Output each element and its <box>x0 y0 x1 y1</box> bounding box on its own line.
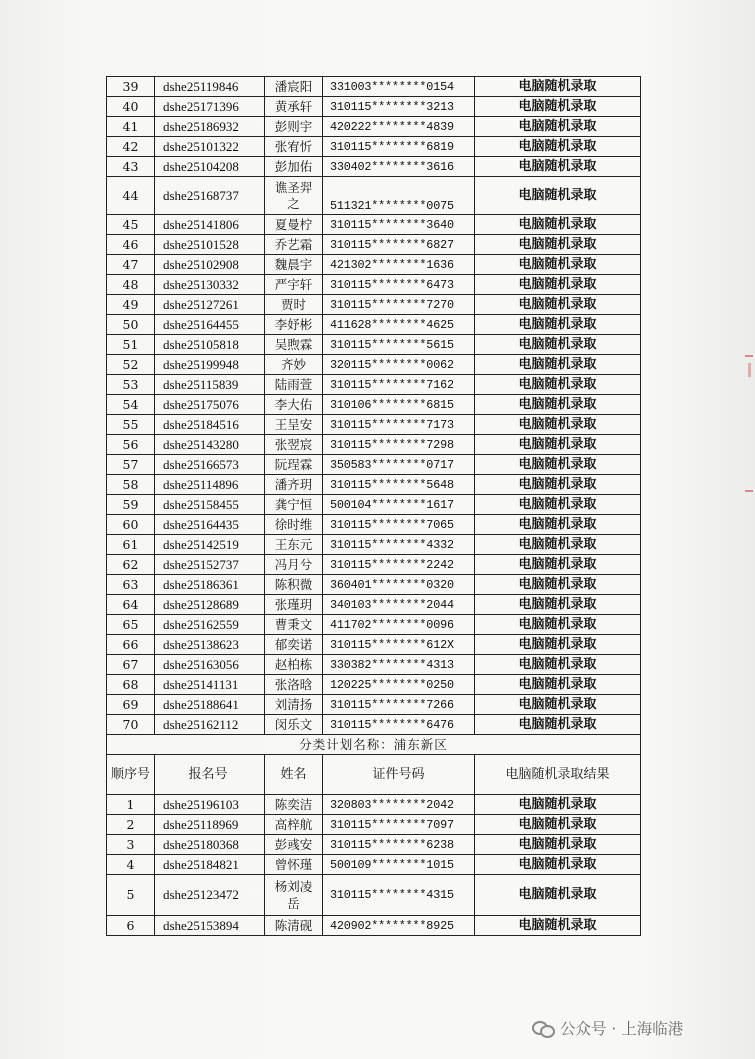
cell-certificate: 350583********0717 <box>323 455 475 475</box>
cell-name: 张瑾玥 <box>265 595 323 615</box>
cell-name: 严宇轩 <box>265 275 323 295</box>
cell-name: 阮珵霖 <box>265 455 323 475</box>
cell-no: 49 <box>107 295 155 315</box>
cell-certificate: 330382********4313 <box>323 655 475 675</box>
cell-result: 电脑随机录取 <box>475 815 641 835</box>
cell-certificate: 310115********3213 <box>323 97 475 117</box>
cell-registration-id: dshe25188641 <box>155 695 265 715</box>
header-id: 报名号 <box>155 755 265 795</box>
cell-certificate: 310115********7162 <box>323 375 475 395</box>
cell-name: 张翌宸 <box>265 435 323 455</box>
cell-certificate: 511321********0075 <box>323 177 475 215</box>
cell-result: 电脑随机录取 <box>475 137 641 157</box>
cell-result: 电脑随机录取 <box>475 875 641 916</box>
cell-registration-id: dshe25115839 <box>155 375 265 395</box>
cell-result: 电脑随机录取 <box>475 315 641 335</box>
cell-no: 63 <box>107 575 155 595</box>
table2-body <box>107 735 641 936</box>
table-row <box>107 395 641 415</box>
watermark-text: 公众号 · 上海临港 <box>560 1020 684 1038</box>
cell-certificate: 310115********4332 <box>323 535 475 555</box>
table-row <box>107 255 641 275</box>
cell-registration-id: dshe25171396 <box>155 97 265 117</box>
cell-certificate: 420222********4839 <box>323 117 475 137</box>
cell-name: 张宥忻 <box>265 137 323 157</box>
cell-name: 陈奕洁 <box>265 795 323 815</box>
cell-registration-id: dshe25180368 <box>155 835 265 855</box>
header-cert: 证件号码 <box>323 755 475 795</box>
cell-certificate: 421302********1636 <box>323 255 475 275</box>
cell-result: 电脑随机录取 <box>475 916 641 936</box>
cell-registration-id: dshe25196103 <box>155 795 265 815</box>
cell-registration-id: dshe25114896 <box>155 475 265 495</box>
table-row <box>107 815 641 835</box>
cell-registration-id: dshe25164455 <box>155 315 265 335</box>
cell-result: 电脑随机录取 <box>475 117 641 137</box>
cell-name: 彭彧安 <box>265 835 323 855</box>
cell-name: 赵柏栋 <box>265 655 323 675</box>
cell-result: 电脑随机录取 <box>475 335 641 355</box>
cell-certificate: 310115********6238 <box>323 835 475 855</box>
table1-body <box>107 77 641 735</box>
section-title: 分类计划名称：浦东新区 <box>107 735 641 755</box>
cell-registration-id: dshe25141806 <box>155 215 265 235</box>
cell-name: 吴煦霖 <box>265 335 323 355</box>
cell-certificate: 120225********0250 <box>323 675 475 695</box>
cell-no: 5 <box>107 875 155 916</box>
red-mark <box>741 480 755 520</box>
table-row <box>107 695 641 715</box>
cell-certificate: 310115********7266 <box>323 695 475 715</box>
header-no: 顺序号 <box>107 755 155 795</box>
cell-certificate: 360401********0320 <box>323 575 475 595</box>
cell-registration-id: dshe25101528 <box>155 235 265 255</box>
cell-registration-id: dshe25105818 <box>155 335 265 355</box>
table-row <box>107 615 641 635</box>
cell-name: 魏晨宇 <box>265 255 323 275</box>
cell-no: 66 <box>107 635 155 655</box>
cell-registration-id: dshe25143280 <box>155 435 265 455</box>
cell-result: 电脑随机录取 <box>475 157 641 177</box>
cell-name: 龚宁恒 <box>265 495 323 515</box>
cell-name: 李大佑 <box>265 395 323 415</box>
cell-registration-id: dshe25164435 <box>155 515 265 535</box>
cell-result: 电脑随机录取 <box>475 575 641 595</box>
table-row <box>107 675 641 695</box>
table-row <box>107 535 641 555</box>
table-row <box>107 117 641 137</box>
cell-name: 陈积微 <box>265 575 323 595</box>
cell-result: 电脑随机录取 <box>475 275 641 295</box>
cell-no: 4 <box>107 855 155 875</box>
cell-registration-id: dshe25166573 <box>155 455 265 475</box>
table-row <box>107 77 641 97</box>
cell-certificate: 340103********2044 <box>323 595 475 615</box>
cell-name: 冯月兮 <box>265 555 323 575</box>
cell-registration-id: dshe25127261 <box>155 295 265 315</box>
cell-no: 61 <box>107 535 155 555</box>
cell-certificate: 310115********5648 <box>323 475 475 495</box>
cell-registration-id: dshe25142519 <box>155 535 265 555</box>
cell-certificate: 310115********4315 <box>323 875 475 916</box>
cell-no: 65 <box>107 615 155 635</box>
table-row <box>107 455 641 475</box>
cell-no: 68 <box>107 675 155 695</box>
cell-result: 电脑随机录取 <box>475 635 641 655</box>
cell-registration-id: dshe25199948 <box>155 355 265 375</box>
watermark <box>532 1016 683 1040</box>
cell-registration-id: dshe25162112 <box>155 715 265 735</box>
header-row <box>107 755 641 795</box>
table-row <box>107 655 641 675</box>
cell-no: 46 <box>107 235 155 255</box>
cell-registration-id: dshe25130332 <box>155 275 265 295</box>
table-row <box>107 157 641 177</box>
table-row <box>107 795 641 815</box>
cell-registration-id: dshe25102908 <box>155 255 265 275</box>
cell-registration-id: dshe25118969 <box>155 815 265 835</box>
section-title-row <box>107 735 641 755</box>
cell-certificate: 320115********0062 <box>323 355 475 375</box>
cell-result: 电脑随机录取 <box>475 835 641 855</box>
cell-name: 杨刘凌 岳 <box>265 875 323 916</box>
cell-result: 电脑随机录取 <box>475 595 641 615</box>
table-row <box>107 855 641 875</box>
cell-name: 贾时 <box>265 295 323 315</box>
cell-registration-id: dshe25184821 <box>155 855 265 875</box>
cell-certificate: 310115********7270 <box>323 295 475 315</box>
table-row <box>107 415 641 435</box>
cell-certificate: 310115********3640 <box>323 215 475 235</box>
cell-registration-id: dshe25123472 <box>155 875 265 916</box>
cell-certificate: 310115********7065 <box>323 515 475 535</box>
cell-no: 3 <box>107 835 155 855</box>
cell-no: 43 <box>107 157 155 177</box>
cell-result: 电脑随机录取 <box>475 675 641 695</box>
table-row <box>107 315 641 335</box>
cell-result: 电脑随机录取 <box>475 375 641 395</box>
table-row <box>107 137 641 157</box>
cell-certificate: 310106********6815 <box>323 395 475 415</box>
cell-certificate: 320803********2042 <box>323 795 475 815</box>
cell-result: 电脑随机录取 <box>475 475 641 495</box>
cell-no: 41 <box>107 117 155 137</box>
cell-result: 电脑随机录取 <box>475 715 641 735</box>
cell-name: 高梓航 <box>265 815 323 835</box>
cell-no: 39 <box>107 77 155 97</box>
cell-registration-id: dshe25186932 <box>155 117 265 137</box>
cell-result: 电脑随机录取 <box>475 177 641 215</box>
table-row <box>107 295 641 315</box>
cell-no: 70 <box>107 715 155 735</box>
table-row <box>107 635 641 655</box>
cell-result: 电脑随机录取 <box>475 455 641 475</box>
cell-no: 64 <box>107 595 155 615</box>
cell-name: 黄承轩 <box>265 97 323 117</box>
table-row <box>107 475 641 495</box>
cell-result: 电脑随机录取 <box>475 355 641 375</box>
cell-registration-id: dshe25138623 <box>155 635 265 655</box>
cell-result: 电脑随机录取 <box>475 435 641 455</box>
cell-certificate: 310115********5615 <box>323 335 475 355</box>
table-row <box>107 575 641 595</box>
wechat-icon <box>532 1019 554 1037</box>
cell-registration-id: dshe25104208 <box>155 157 265 177</box>
cell-no: 50 <box>107 315 155 335</box>
table-row <box>107 435 641 455</box>
cell-result: 电脑随机录取 <box>475 77 641 97</box>
cell-certificate: 411702********0096 <box>323 615 475 635</box>
cell-registration-id: dshe25186361 <box>155 575 265 595</box>
cell-no: 1 <box>107 795 155 815</box>
table-row <box>107 335 641 355</box>
cell-name: 潘宸阳 <box>265 77 323 97</box>
table-row <box>107 375 641 395</box>
table-row <box>107 715 641 735</box>
cell-name: 陆雨萱 <box>265 375 323 395</box>
cell-result: 电脑随机录取 <box>475 855 641 875</box>
cell-no: 67 <box>107 655 155 675</box>
table-row <box>107 235 641 255</box>
header-name: 姓名 <box>265 755 323 795</box>
cell-name: 闵乐文 <box>265 715 323 735</box>
cell-result: 电脑随机录取 <box>475 555 641 575</box>
cell-certificate: 310115********6473 <box>323 275 475 295</box>
cell-no: 6 <box>107 916 155 936</box>
cell-name: 张洛晗 <box>265 675 323 695</box>
cell-result: 电脑随机录取 <box>475 415 641 435</box>
cell-result: 电脑随机录取 <box>475 495 641 515</box>
cell-name: 乔艺霜 <box>265 235 323 255</box>
cell-registration-id: dshe25128689 <box>155 595 265 615</box>
table-row <box>107 275 641 295</box>
cell-result: 电脑随机录取 <box>475 97 641 117</box>
cell-no: 42 <box>107 137 155 157</box>
cell-name: 谯圣羿 之 <box>265 177 323 215</box>
cell-result: 电脑随机录取 <box>475 695 641 715</box>
cell-no: 60 <box>107 515 155 535</box>
cell-registration-id: dshe25162559 <box>155 615 265 635</box>
cell-name: 刘清扬 <box>265 695 323 715</box>
cell-certificate: 420902********8925 <box>323 916 475 936</box>
cell-no: 62 <box>107 555 155 575</box>
cell-name: 王东元 <box>265 535 323 555</box>
cell-registration-id: dshe25175076 <box>155 395 265 415</box>
cell-result: 电脑随机录取 <box>475 235 641 255</box>
table-row <box>107 875 641 916</box>
cell-name: 郁奕诺 <box>265 635 323 655</box>
cell-name: 彭则宇 <box>265 117 323 137</box>
cell-certificate: 331003********0154 <box>323 77 475 97</box>
cell-registration-id: dshe25141131 <box>155 675 265 695</box>
cell-registration-id: dshe25168737 <box>155 177 265 215</box>
cell-no: 53 <box>107 375 155 395</box>
cell-registration-id: dshe25184516 <box>155 415 265 435</box>
cell-no: 54 <box>107 395 155 415</box>
cell-certificate: 500109********1015 <box>323 855 475 875</box>
table-row <box>107 916 641 936</box>
cell-certificate: 310115********6819 <box>323 137 475 157</box>
table-row <box>107 97 641 117</box>
cell-registration-id: dshe25163056 <box>155 655 265 675</box>
cell-no: 56 <box>107 435 155 455</box>
cell-certificate: 310115********7298 <box>323 435 475 455</box>
cell-name: 徐时维 <box>265 515 323 535</box>
cell-result: 电脑随机录取 <box>475 515 641 535</box>
cell-registration-id: dshe25152737 <box>155 555 265 575</box>
cell-no: 59 <box>107 495 155 515</box>
cell-certificate: 330402********3616 <box>323 157 475 177</box>
cell-name: 曹秉文 <box>265 615 323 635</box>
cell-registration-id: dshe25153894 <box>155 916 265 936</box>
cell-no: 55 <box>107 415 155 435</box>
cell-certificate: 310115********6476 <box>323 715 475 735</box>
admission-table <box>106 76 641 936</box>
cell-no: 44 <box>107 177 155 215</box>
cell-result: 电脑随机录取 <box>475 535 641 555</box>
cell-registration-id: dshe25119846 <box>155 77 265 97</box>
table-row <box>107 515 641 535</box>
cell-result: 电脑随机录取 <box>475 215 641 235</box>
cell-certificate: 310115********2242 <box>323 555 475 575</box>
cell-certificate: 310115********7173 <box>323 415 475 435</box>
cell-result: 电脑随机录取 <box>475 615 641 635</box>
cell-result: 电脑随机录取 <box>475 395 641 415</box>
cell-certificate: 411628********4625 <box>323 315 475 335</box>
table-row <box>107 595 641 615</box>
table-row <box>107 835 641 855</box>
cell-result: 电脑随机录取 <box>475 655 641 675</box>
cell-name: 齐妙 <box>265 355 323 375</box>
cell-certificate: 500104********1617 <box>323 495 475 515</box>
header-result: 电脑随机录取结果 <box>475 755 641 795</box>
cell-name: 李妤彬 <box>265 315 323 335</box>
cell-certificate: 310115********6827 <box>323 235 475 255</box>
cell-no: 2 <box>107 815 155 835</box>
cell-certificate: 310115********612X <box>323 635 475 655</box>
cell-no: 47 <box>107 255 155 275</box>
cell-name: 王呈安 <box>265 415 323 435</box>
cell-no: 45 <box>107 215 155 235</box>
cell-result: 电脑随机录取 <box>475 255 641 275</box>
cell-name: 彭加佑 <box>265 157 323 177</box>
cell-name: 陈清砚 <box>265 916 323 936</box>
cell-name: 潘齐玥 <box>265 475 323 495</box>
cell-no: 57 <box>107 455 155 475</box>
cell-registration-id: dshe25158455 <box>155 495 265 515</box>
table-row <box>107 555 641 575</box>
cell-no: 58 <box>107 475 155 495</box>
table-row <box>107 355 641 375</box>
cell-no: 48 <box>107 275 155 295</box>
red-mark <box>741 345 755 385</box>
table-row <box>107 215 641 235</box>
cell-no: 69 <box>107 695 155 715</box>
cell-no: 40 <box>107 97 155 117</box>
cell-no: 51 <box>107 335 155 355</box>
table-row <box>107 495 641 515</box>
cell-no: 52 <box>107 355 155 375</box>
cell-name: 曾怀瑾 <box>265 855 323 875</box>
cell-certificate: 310115********7097 <box>323 815 475 835</box>
table-row <box>107 177 641 215</box>
cell-name: 夏曼柠 <box>265 215 323 235</box>
cell-result: 电脑随机录取 <box>475 795 641 815</box>
cell-result: 电脑随机录取 <box>475 295 641 315</box>
cell-registration-id: dshe25101322 <box>155 137 265 157</box>
